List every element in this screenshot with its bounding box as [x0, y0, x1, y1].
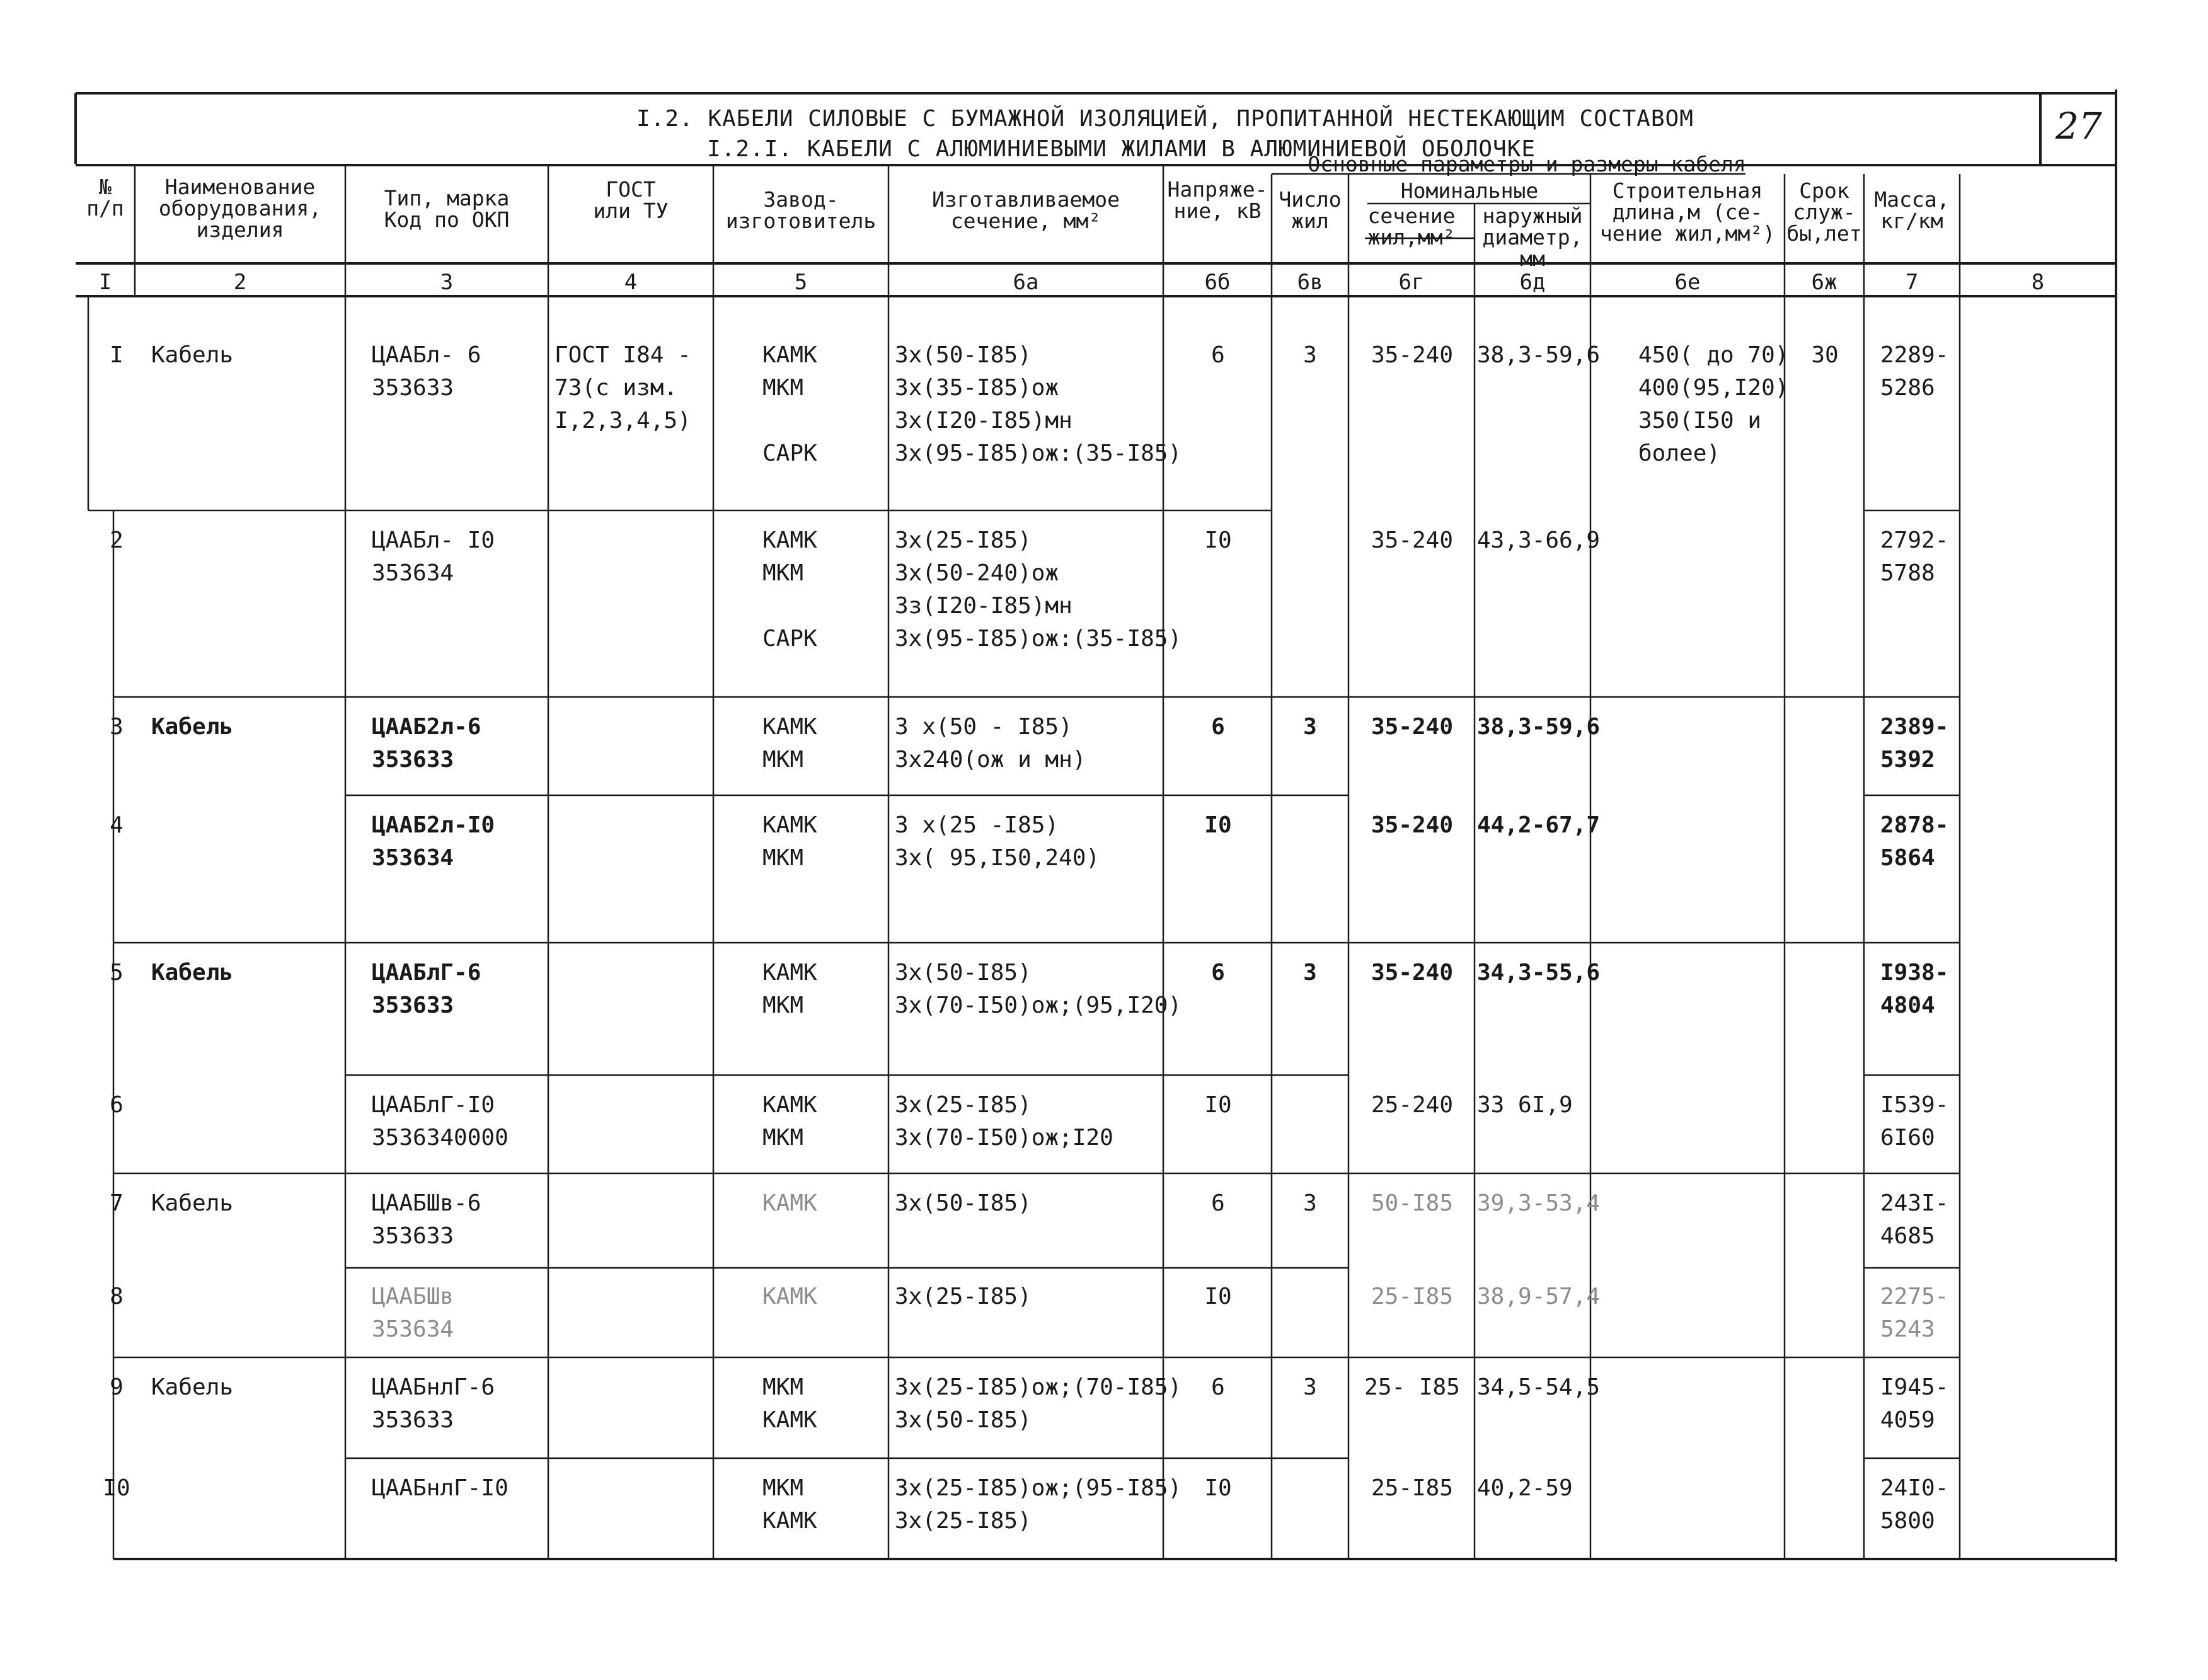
row-2-voltage: I0 — [1204, 527, 1232, 553]
header-nominal-section: сечение жил,мм² — [1367, 204, 1456, 250]
column-number: 5 — [794, 270, 808, 295]
column-number: 7 — [1905, 270, 1919, 295]
row-3-cores: 3 — [1303, 714, 1317, 740]
row-3-voltage: 6 — [1211, 714, 1225, 740]
row-3-type: ЦААБ2л-6 353633 — [372, 714, 481, 773]
row-3-section: 3 х(50 - I85) 3х240(ож и мн) — [895, 714, 1086, 773]
row-7-mass: 243I- 4685 — [1880, 1190, 1949, 1249]
row-10-type: ЦААБнлГ-I0 — [372, 1475, 509, 1501]
column-number: 2 — [233, 270, 247, 295]
row-9-mass: I945- 4059 — [1880, 1374, 1949, 1433]
row-7-cores: 3 — [1303, 1190, 1317, 1216]
row-7-voltage: 6 — [1211, 1190, 1225, 1216]
row-8-section: 3х(25-I85) — [895, 1284, 1032, 1309]
header-length: Строительная длина,м (се- чение жил,мм²) — [1599, 178, 1776, 246]
header-group: Основные параметры и размеры кабеля — [1308, 152, 1746, 176]
row-10-n: I0 — [103, 1475, 130, 1501]
row-5-diam: 34,3-55,6 — [1477, 960, 1601, 986]
column-number: I — [98, 270, 112, 295]
row-10-sec-nom: 25-I85 — [1371, 1475, 1454, 1501]
column-number: 8 — [2031, 270, 2045, 295]
row-6-sec-nom: 25-240 — [1371, 1092, 1454, 1118]
header-number: № п/п — [86, 175, 124, 221]
row-6-section: 3х(25-I85) 3х(70-I50)ож;I20 — [895, 1092, 1113, 1151]
row-7-name: Кабель — [151, 1190, 234, 1216]
row-8-plant: КАМК — [762, 1284, 817, 1309]
row-7-sec-nom: 50-I85 — [1371, 1190, 1454, 1216]
row-9-section: 3х(25-I85)ож;(70-I85) 3х(50-I85) — [895, 1374, 1182, 1433]
row-1-type: ЦААБл- 6 353633 — [372, 342, 481, 401]
row-1-gost: ГОСТ I84 - 73(с изм. I,2,3,4,5) — [555, 342, 691, 434]
row-5-plant: КАМК МКМ — [762, 960, 817, 1018]
row-2-type: ЦААБл- I0 353634 — [372, 527, 495, 586]
row-1-diam: 38,3-59,6 — [1477, 342, 1601, 368]
row-2-diam: 43,3-66,9 — [1477, 527, 1601, 553]
column-number: 6д — [1519, 270, 1546, 295]
column-number: 6г — [1398, 270, 1425, 295]
row-6-type: ЦААБлГ-I0 3536340000 — [372, 1092, 509, 1151]
row-4-plant: КАМК МКМ — [762, 812, 817, 871]
row-4-voltage: I0 — [1204, 812, 1232, 838]
row-5-mass: I938- 4804 — [1880, 960, 1949, 1018]
row-1-plant: КАМК МКМ САРК — [762, 342, 817, 466]
row-4-n: 4 — [110, 812, 124, 838]
subsection-title: I.2.I. КАБЕЛИ С АЛЮМИНИЕВЫМИ ЖИЛАМИ В АЛЮМИНИЕВОЙ ОБОЛОЧКЕ — [707, 136, 1536, 162]
header-outer-diameter: наружный диаметр, мм — [1482, 204, 1583, 271]
row-6-plant: КАМК МКМ — [762, 1092, 817, 1151]
row-8-diam: 38,9-57,4 — [1477, 1284, 1601, 1309]
row-8-mass: 2275- 5243 — [1880, 1284, 1949, 1342]
row-3-diam: 38,3-59,6 — [1477, 714, 1601, 740]
row-6-diam: 33 6I,9 — [1477, 1092, 1573, 1118]
row-5-cores: 3 — [1303, 960, 1317, 986]
row-3-name: Кабель — [151, 714, 234, 740]
row-4-section: 3 х(25 -I85) 3х( 95,I50,240) — [895, 812, 1100, 871]
row-1-section: 3х(50-I85) 3х(35-I85)ож 3х(I20-I85)мн 3х(95-I85)ож:(35-I85) — [895, 342, 1182, 466]
column-number: 3 — [440, 270, 454, 295]
column-number: 4 — [624, 270, 638, 295]
row-2-section: 3х(25-I85) 3х(50-240)ож 3з(I20-I85)мн 3х(95-I85)ож:(35-I85) — [895, 527, 1182, 652]
row-9-type: ЦААБнлГ-6 353633 — [372, 1374, 495, 1433]
row-3-n: 3 — [110, 714, 124, 740]
row-3-mass: 2389- 5392 — [1880, 714, 1949, 773]
row-4-diam: 44,2-67,7 — [1477, 812, 1601, 838]
row-7-plant: КАМК — [762, 1190, 817, 1216]
column-number: 6в — [1297, 270, 1323, 295]
row-9-cores: 3 — [1303, 1374, 1317, 1400]
row-1-length: 450( до 70) 400(95,I20) 350(I50 и более) — [1638, 342, 1789, 466]
row-5-type: ЦААБлГ-6 353633 — [372, 960, 481, 1018]
row-9-diam: 34,5-54,5 — [1477, 1374, 1601, 1400]
row-1-name: Кабель — [151, 342, 234, 368]
row-5-sec-nom: 35-240 — [1371, 960, 1454, 986]
row-7-section: 3х(50-I85) — [895, 1190, 1032, 1216]
row-2-sec-nom: 35-240 — [1371, 527, 1454, 553]
row-4-sec-nom: 35-240 — [1371, 812, 1454, 838]
row-8-type: ЦААБШв 353634 — [372, 1284, 454, 1342]
header-cores: Число жил — [1279, 187, 1342, 233]
header-nominal: Номинальные — [1400, 178, 1539, 203]
row-9-n: 9 — [110, 1374, 124, 1400]
row-3-plant: КАМК МКМ — [762, 714, 817, 773]
row-2-mass: 2792- 5788 — [1880, 527, 1949, 586]
header-service-life: Срок служ- бы,лет — [1786, 178, 1862, 246]
page-number: 27 — [2056, 105, 2102, 147]
row-1-mass: 2289- 5286 — [1880, 342, 1949, 401]
row-9-plant: МКМ КАМК — [762, 1374, 817, 1433]
row-9-name: Кабель — [151, 1374, 234, 1400]
section-title: I.2. КАБЕЛИ СИЛОВЫЕ С БУМАЖНОЙ ИЗОЛЯЦИЕЙ, ПРОПИТАННОЙ НЕСТЕКАЮЩИМ СОСТАВОМ — [636, 106, 1694, 132]
row-7-type: ЦААБШв-6 353633 — [372, 1190, 481, 1249]
row-7-diam: 39,3-53,4 — [1477, 1190, 1601, 1216]
row-5-name: Кабель — [151, 960, 234, 986]
row-6-mass: I539- 6I60 — [1880, 1092, 1949, 1151]
row-8-voltage: I0 — [1204, 1284, 1232, 1309]
row-1-sec-nom: 35-240 — [1371, 342, 1454, 368]
column-number: 6а — [1013, 270, 1039, 295]
row-5-n: 5 — [110, 960, 124, 986]
row-8-sec-nom: 25-I85 — [1371, 1284, 1454, 1309]
row-10-diam: 40,2-59 — [1477, 1475, 1573, 1501]
row-7-n: 7 — [110, 1190, 124, 1216]
row-10-plant: МКМ КАМК — [762, 1475, 817, 1534]
row-2-n: 2 — [110, 527, 124, 553]
row-6-voltage: I0 — [1204, 1092, 1232, 1118]
header-type: Тип, марка Код по ОКП — [384, 186, 510, 232]
row-10-mass: 24I0- 5800 — [1880, 1475, 1949, 1534]
row-2-plant: КАМК МКМ САРК — [762, 527, 817, 652]
row-4-type: ЦААБ2л-I0 353634 — [372, 812, 495, 871]
row-6-n: 6 — [110, 1092, 124, 1118]
row-5-section: 3х(50-I85) 3х(70-I50)ож;(95,I20) — [895, 960, 1182, 1018]
row-10-section: 3х(25-I85)ож;(95-I85) 3х(25-I85) — [895, 1475, 1182, 1534]
row-8-n: 8 — [110, 1284, 124, 1309]
column-number: 6е — [1674, 270, 1701, 295]
row-1-cores: 3 — [1303, 342, 1317, 368]
row-9-voltage: 6 — [1211, 1374, 1225, 1400]
header-mass: Масса, кг/км — [1874, 187, 1950, 233]
row-10-voltage: I0 — [1204, 1475, 1232, 1501]
column-number: 6ж — [1811, 270, 1837, 295]
row-1-n: I — [110, 342, 124, 368]
header-name: Наименование оборудования, изделия — [158, 175, 322, 242]
row-4-mass: 2878- 5864 — [1880, 812, 1949, 871]
row-9-sec-nom: 25- I85 — [1364, 1374, 1460, 1400]
row-1-life: 30 — [1811, 342, 1839, 368]
header-gost: ГОСТ или ТУ — [593, 177, 669, 223]
header-voltage: Напряже- ние, кВ — [1167, 177, 1268, 223]
header-plant: Завод- изготовитель — [725, 187, 877, 233]
row-3-sec-nom: 35-240 — [1371, 714, 1454, 740]
header-section: Изготавливаемое сечение, мм² — [931, 187, 1120, 233]
row-5-voltage: 6 — [1211, 960, 1225, 986]
row-1-voltage: 6 — [1211, 342, 1225, 368]
column-number: 6б — [1204, 270, 1231, 295]
